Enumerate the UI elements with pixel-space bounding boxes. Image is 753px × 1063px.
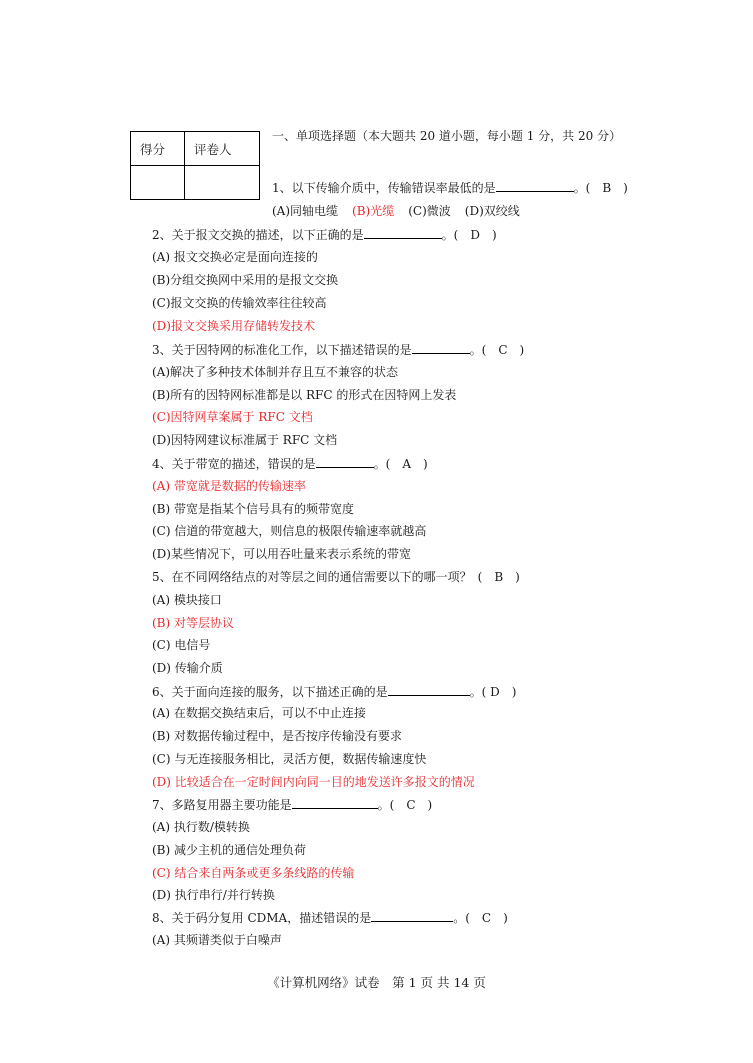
answer-blank	[316, 455, 374, 468]
option-d: (D) 执行串行/并行转换	[152, 888, 275, 902]
answer-blank	[371, 909, 453, 922]
option-a: (A) 在数据交换结束后，可以不中止连接	[152, 706, 366, 720]
question-stem-text: 1、以下传输介质中，传输错误率最低的是	[272, 181, 496, 195]
question-stem-text: 4、关于带宽的描述，错误的是	[152, 457, 316, 471]
answer-blank	[388, 683, 470, 696]
option-b-correct: (B)光缆	[352, 204, 395, 218]
option-b: (B) 减少主机的通信处理负荷	[152, 843, 306, 857]
option-b: (B)所有的因特网标准都是以 RFC 的形式在因特网上发表	[152, 388, 457, 402]
option-c: (C)报文交换的传输效率往往较高	[152, 296, 327, 310]
score-label: 得分	[131, 132, 185, 166]
question-4-stem	[152, 455, 428, 472]
question-stem-text: 5、在不同网络结点的对等层之间的通信需要以下的哪一项？	[152, 570, 472, 584]
option-a: (A) 报文交换必定是面向连接的	[152, 250, 318, 264]
question-3-stem	[152, 341, 524, 358]
option-c-correct: (C)因特网草案属于 RFC 文档	[152, 410, 313, 424]
option-a: (A) 其频谱类似于白噪声	[152, 933, 282, 947]
question-1-options	[272, 203, 520, 219]
question-2-stem	[152, 226, 497, 243]
question-6-stem	[152, 683, 516, 700]
answer-key: 。( B )	[573, 181, 628, 195]
page-footer: 《计算机网络》试卷 第 1 页 共 14 页	[267, 975, 486, 990]
answer-blank	[292, 796, 378, 809]
answer-blank	[412, 341, 470, 354]
option-c-correct: (C) 结合来自两条或更多条线路的传输	[152, 866, 355, 880]
answer-blank	[496, 179, 574, 192]
score-cell[interactable]	[131, 166, 185, 200]
question-1-stem	[272, 179, 628, 196]
option-c: (C) 电信号	[152, 638, 211, 652]
question-stem-text: 2、关于报文交换的描述，以下正确的是	[152, 228, 364, 242]
answer-key: 。( D )	[469, 685, 517, 699]
option-d: (D) 传输介质	[152, 661, 223, 675]
option-a: (A) 执行数/模转换	[152, 820, 250, 834]
answer-key: 。( C )	[453, 911, 508, 925]
option-c: (C)微波	[408, 204, 451, 218]
option-a: (A)解决了多种技术体制并存且互不兼容的状态	[152, 365, 399, 379]
option-b: (B) 带宽是指某个信号具有的频带宽度	[152, 502, 354, 516]
answer-key: 。( A )	[373, 457, 428, 471]
option-a: (A) 模块接口	[152, 593, 222, 607]
option-d: (D)某些情况下，可以用吞吐量来表示系统的带宽	[152, 547, 411, 561]
question-7-stem	[152, 796, 432, 813]
grader-cell[interactable]	[185, 166, 260, 200]
option-a: (A)同轴电缆	[272, 204, 339, 218]
option-d: (D)因特网建议标准属于 RFC 文档	[152, 433, 338, 447]
option-b: (B) 对数据传输过程中，是否按序传输没有要求	[152, 729, 402, 743]
answer-key: 。( D )	[441, 228, 497, 242]
option-b-correct: (B) 对等层协议	[152, 616, 234, 630]
question-5-stem	[152, 569, 520, 585]
question-stem-text: 6、关于面向连接的服务，以下描述正确的是	[152, 685, 388, 699]
score-table	[130, 131, 260, 200]
grader-label: 评卷人	[185, 132, 260, 166]
question-stem-text: 3、关于因特网的标准化工作，以下描述错误的是	[152, 343, 412, 357]
option-d: (D)双绞线	[464, 204, 520, 218]
option-d-correct: (D)报文交换采用存储转发技术	[152, 319, 315, 333]
option-c: (C) 信道的带宽越大，则信息的极限传输速率就越高	[152, 524, 427, 538]
answer-key: 。( C )	[469, 343, 525, 357]
question-8-stem	[152, 909, 508, 926]
answer-blank	[364, 226, 442, 239]
section-header: 一、单项选择题（本大题共 20 道小题，每小题 1 分，共 20 分）	[272, 129, 622, 143]
question-stem-text: 7、多路复用器主要功能是	[152, 798, 292, 812]
answer-key: ( B )	[477, 570, 520, 584]
question-stem-text: 8、关于码分复用 CDMA，描述错误的是	[152, 911, 372, 925]
option-a-correct: (A) 带宽就是数据的传输速率	[152, 479, 306, 493]
option-d-correct: (D) 比较适合在一定时间内向同一目的地发送许多报文的情况	[152, 775, 475, 789]
answer-key: 。( C )	[377, 798, 433, 812]
option-c: (C) 与无连接服务相比，灵活方便，数据传输速度快	[152, 752, 427, 766]
option-b: (B)分组交换网中采用的是报文交换	[152, 273, 339, 287]
